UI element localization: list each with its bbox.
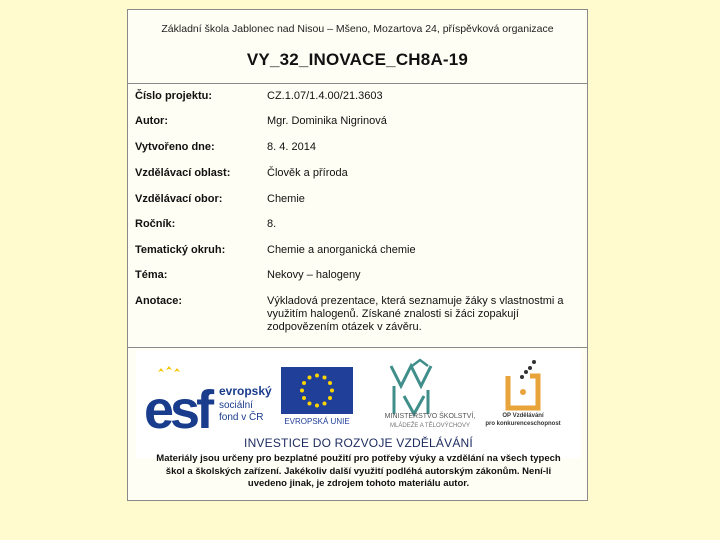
- investice-slogan: INVESTICE DO ROZVOJE VZDĚLÁVÁNÍ: [244, 436, 473, 450]
- footer-line: uvedeno jinak, je zdrojem tohoto materiálu autor.: [247, 478, 470, 489]
- esf-logo: [144, 366, 272, 435]
- eu-label: EVROPSKÁ UNIE: [284, 417, 350, 426]
- field-label: Téma:: [135, 269, 168, 281]
- school-name: Základní škola Jablonec nad Nisou – Mšeno, Mozartova 24, příspěvková organizace: [161, 23, 554, 35]
- field-value: 8.: [267, 218, 277, 230]
- divider-middle: [128, 347, 587, 348]
- footer-line: škol a školských zařízení. Jakékoliv další využití podléhá autorským zákonům. Není-li: [165, 465, 552, 477]
- msmt-logo: [385, 360, 476, 429]
- field-value: Chemie a anorganická chemie: [267, 244, 416, 256]
- field-value: Chemie: [267, 193, 305, 205]
- eu-star-icon: [328, 396, 332, 400]
- eu-star-icon: [315, 404, 319, 408]
- msmt-text-1: MINISTERSTVO ŠKOLSTVÍ,: [384, 413, 476, 420]
- esf-text-1: evropský: [219, 384, 272, 398]
- field-label: Tematický okruh:: [135, 244, 226, 256]
- eu-star-icon: [308, 376, 312, 380]
- eu-star-icon: [323, 402, 327, 406]
- field-label: Ročník:: [135, 218, 176, 230]
- field-label: Autor:: [135, 115, 168, 127]
- eu-star-icon: [330, 389, 334, 393]
- footer-notice: [138, 453, 579, 491]
- esf-text-2: sociální: [219, 400, 253, 411]
- material-code: VY_32_INOVACE_CH8A-19: [246, 50, 469, 69]
- eu-star-icon: [302, 396, 306, 400]
- esf-text-3: fond v ČR: [219, 412, 264, 423]
- field-value: 8. 4. 2014: [267, 141, 316, 153]
- field-value: CZ.1.07/1.4.00/21.3603: [267, 90, 383, 102]
- op-text-1: OP Vzdělávání: [502, 413, 544, 419]
- field-label: Vytvořeno dne:: [135, 141, 215, 153]
- divider-top: [128, 83, 587, 84]
- logo-graphics: [136, 350, 581, 435]
- eu-star-icon: [300, 389, 304, 393]
- field-label: Číslo projektu:: [135, 90, 213, 102]
- field-label: Vzdělávací oblast:: [135, 167, 231, 179]
- footer-line: Materiály jsou určeny pro bezplatné použití pro potřeby výuky a vzdělání na všech typech: [156, 453, 561, 464]
- eu-star-icon: [328, 381, 332, 385]
- svg-text:esf: esf: [144, 380, 211, 435]
- field-value: Výkladová prezentace, která seznamuje žáky s vlastnostmi a využitím halogenů. Získané znalosti si žáci zopakují zodpovězením otázek v závěru.: [267, 295, 564, 333]
- field-value: Člověk a příroda: [267, 167, 348, 179]
- eu-star-icon: [315, 374, 319, 378]
- field-label: Vzdělávací obor:: [135, 193, 223, 205]
- field-label: Anotace:: [135, 295, 183, 307]
- msmt-text-2: MLÁDEŽE A TĚLOVÝCHOVY: [390, 423, 470, 429]
- op-logo: [485, 360, 560, 427]
- op-text-2: pro konkurenceschopnost: [485, 421, 561, 427]
- logo-strip: [136, 350, 581, 458]
- eu-star-icon: [308, 402, 312, 406]
- field-value: Mgr. Dominika Nigrinová: [267, 115, 387, 127]
- eu-flag-logo: [281, 367, 353, 426]
- eu-star-icon: [323, 376, 327, 380]
- field-value: Nekovy – halogeny: [267, 269, 361, 281]
- eu-star-icon: [302, 381, 306, 385]
- title-sheet: [127, 9, 588, 501]
